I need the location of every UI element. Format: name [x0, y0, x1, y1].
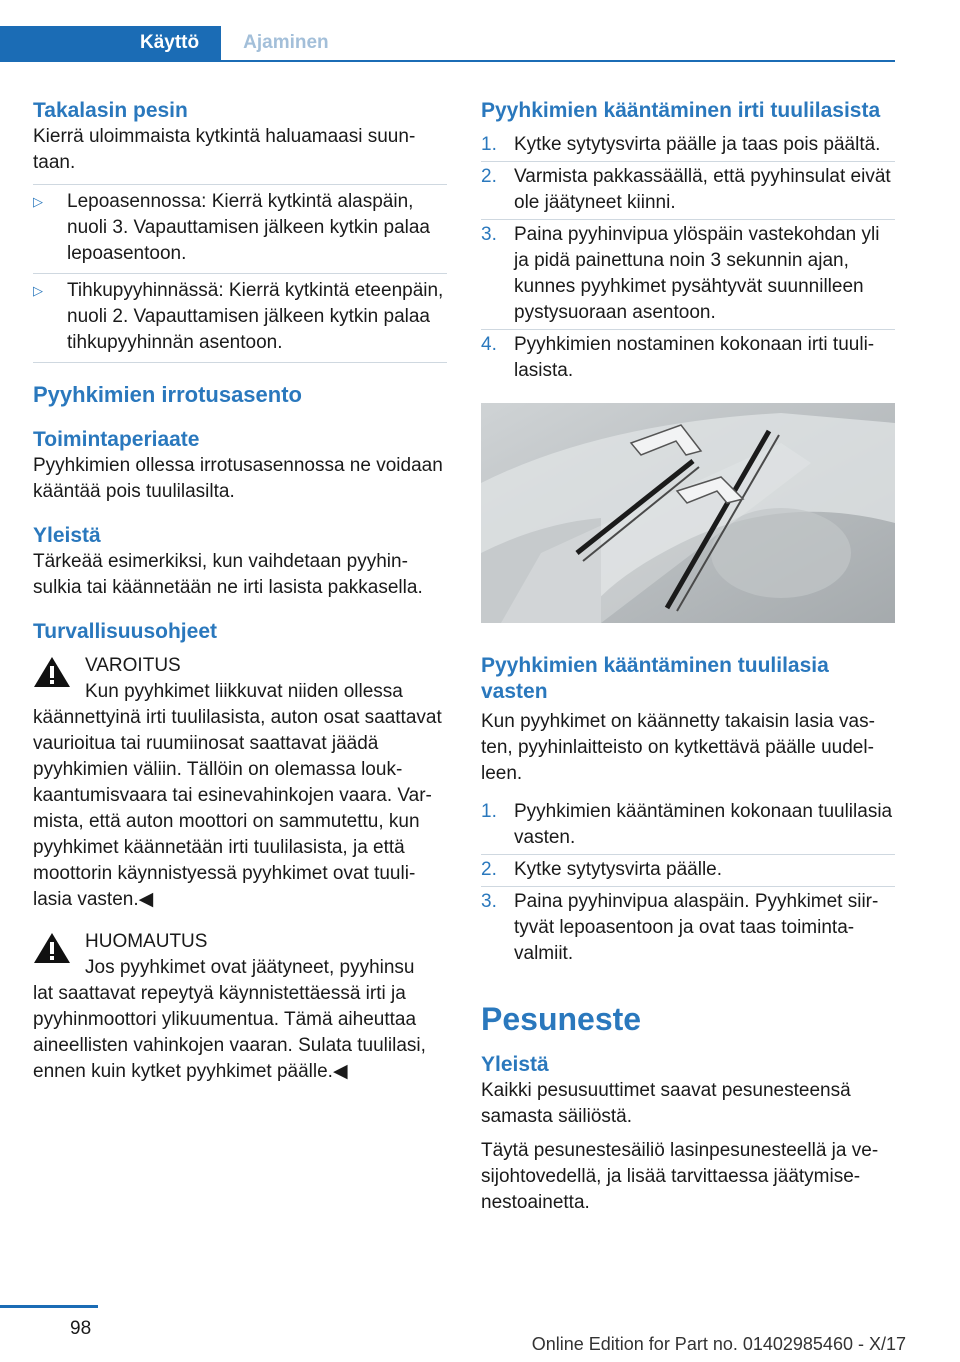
edition-footer: Online Edition for Part no. 01402985460 - X/17: [531, 1334, 906, 1354]
list-item-number: 3.: [481, 891, 497, 912]
section-title-turvallisuusohjeet: Turvallisuusohjeet: [33, 620, 217, 643]
list-item-text: Kytke sytytysvirta päälle ja taas pois päältä.: [514, 134, 881, 155]
list-item: [481, 220, 895, 330]
warning-label: VAROITUS: [85, 655, 181, 676]
list-item-text: Pyyhkimien kääntäminen kokonaan tuulilasia vasten.: [514, 801, 893, 848]
list-item: [481, 130, 895, 162]
list-item-number: 1.: [481, 134, 497, 155]
list-item: [481, 162, 895, 220]
section-title-yleista: Yleistä: [33, 524, 101, 547]
list-item-text: Kytke sytytysvirta päälle.: [514, 859, 723, 880]
list-item: [481, 855, 895, 887]
list-item: [481, 887, 895, 970]
list-item-number: 2.: [481, 859, 497, 880]
page-number: 98: [70, 1318, 92, 1339]
wiper-illustration-drawing: [481, 403, 895, 623]
notice-text-first: Jos pyyhkimet ovat jäätyneet, pyyhinsu: [85, 957, 415, 978]
left-column: [33, 98, 447, 1085]
section-title-kaantaminen-vasten: Pyyhkimien kääntäminen tuulilasia vasten: [481, 654, 829, 703]
right-column: [481, 98, 895, 1216]
triangle-bullet-icon: ▷: [33, 194, 43, 209]
list-item: [33, 273, 447, 362]
section-title-yleista: Yleistä: [481, 1053, 549, 1076]
notice-label: HUOMAUTUS: [85, 931, 208, 952]
list-item-number: 4.: [481, 334, 497, 355]
warning-text-first: Kun pyyhkimet liikkuvat niiden ollessa: [85, 681, 403, 702]
warning-block: [33, 653, 447, 913]
notice-block: [33, 929, 447, 1085]
list-item-text: Pyyhkimien nostaminen kokonaan irti tuulilasista.: [514, 334, 875, 381]
list-item-text: Tihkupyyhinnässä: Kierrä kytkintä eteenpäin, nuoli 2. Vapauttamisen jälkeen kytkin palaa tihkupyyhinnän asentoon.: [67, 280, 444, 353]
section-text: Pyyhkimien ollessa irrotusasennossa ne voidaan kääntää pois tuulilasilta.: [33, 455, 443, 502]
list-item-number: 2.: [481, 166, 497, 187]
section-title-pesuneste: Pesuneste: [481, 1001, 642, 1037]
list-item-number: 1.: [481, 801, 497, 822]
section-text: Kierrä uloimmaista kytkintä haluamaasi suuntaan.: [33, 126, 416, 173]
notice-text: lat saattavat repeytyä käynnistettäessä irti ja pyyhinmoottori ylikuumentua. Tämä aiheuttaa aineellisten vahinkojen vaaran. Sulata tuulilasi, ennen kuin kytket pyyhkimet päälle.◀: [33, 983, 426, 1082]
warning-text: käännettyinä irti tuulilasista, auton osat saattavat vaurioitua tai ruumiinosat saattavat jäädä pyyhkimien väliin. Tällöin on olemassa loukkaantumisvaara tai esinevahinkojen vaara. Varmista, että auton moottori on sammutettu, kun pyyhkimet käännetään irti tuulilasista, ja että moottorin käynnistyessä pyyhkimet ovat tuulilasia vasten.◀: [33, 707, 442, 910]
section-title-toimintaperiaate: Toimintaperiaate: [33, 428, 200, 451]
section-title-takalasin-pesin: Takalasin pesin: [33, 99, 188, 122]
list-item-text: Paina pyyhinvipua alaspäin. Pyyhkimet siirtyvät lepoasentoon ja ovat taas toimintavalmiit.: [514, 891, 879, 964]
wiper-illustration: [481, 403, 895, 623]
section-title-irrotusasento: Pyyhkimien irrotusasento: [33, 382, 302, 407]
footer-rule: [0, 1305, 98, 1308]
section-text: Kaikki pesusuuttimet saavat pesunesteensä samasta säiliöstä.: [481, 1080, 851, 1127]
numbered-list: [481, 130, 895, 387]
header-divider: [0, 60, 895, 62]
list-item: [481, 797, 895, 855]
section-text: Kun pyyhkimet on käännetty takaisin lasia vasten, pyyhinlaitteisto on kytkettävä päälle uudelleen.: [481, 711, 875, 784]
header-tabs: [0, 26, 359, 60]
triangle-bullet-icon: ▷: [33, 283, 43, 298]
list-item-text: Lepoasennossa: Kierrä kytkintä alaspäin, nuoli 3. Vapauttamisen jälkeen kytkin palaa lepoasentoon.: [67, 191, 430, 264]
list-item: [33, 184, 447, 273]
list-item-text: Paina pyyhinvipua ylöspäin vastekohdan yli ja pidä painettuna noin 3 sekunnin ajan, kunnes pyyhkimet pysähtyvät suunnilleen pystysuoraan asentoon.: [514, 224, 880, 323]
section-text: Tärkeää esimerkiksi, kun vaihdetaan pyyhinsulkia tai käännetään ne irti lasista pakkasella.: [33, 551, 423, 598]
warning-triangle-icon: [33, 655, 71, 689]
warning-triangle-icon: [33, 931, 71, 965]
section-text: Täytä pesunestesäiliö lasinpesunesteellä ja vesijohtovedellä, ja lisää tarvittaessa jäätymisenestoainetta.: [481, 1140, 879, 1213]
tab-kaytto[interactable]: Käyttö: [0, 26, 221, 60]
list-item-text: Varmista pakkassäällä, että pyyhinsulat eivät ole jäätyneet kiinni.: [514, 166, 891, 213]
numbered-list: [481, 797, 895, 970]
list-item: [481, 330, 895, 387]
list-item-number: 3.: [481, 224, 497, 245]
bullet-list: [33, 184, 447, 363]
tab-ajaminen[interactable]: Ajaminen: [221, 26, 359, 60]
section-title-kaantaminen-irti: Pyyhkimien kääntäminen irti tuulilasista: [481, 99, 881, 122]
